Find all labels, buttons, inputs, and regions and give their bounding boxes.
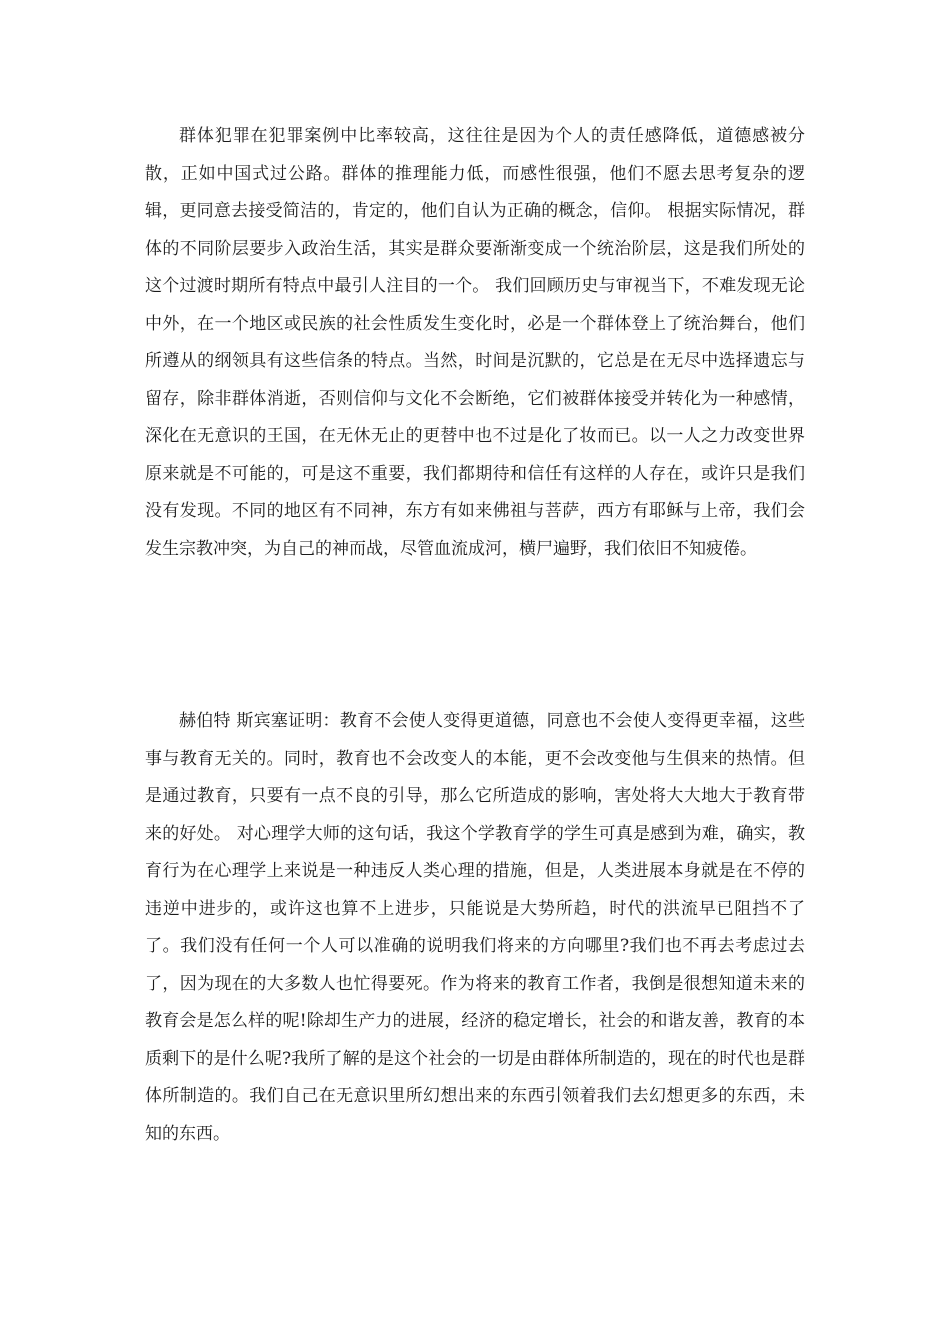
paragraph-group-crime: 群体犯罪在犯罪案例中比率较高，这往往是因为个人的责任感降低，道德感被分散，正如中国式过公路。群体的推理能力低，而感性很强，他们不愿去思考复杂的逻辑，更同意去接受简洁的，肯定的，他们自认为正确的概念，信仰。 根据实际情况，群体的不同阶层要步入政治生活，其实是群众要渐渐变成一个统治阶层，这是我们所处的这个过渡时期所有特点中最引人注目的一个。 我们回顾历史与审视当下，不难发现无论中外，在一个地区或民族的社会性质发生变化时，必是一个群体登上了统治舞台，他们所遵从的纲领具有这些信条的特点。当然，时间是沉默的，它总是在无尽中选择遗忘与留存，除非群体消逝，否则信仰与文化不会断绝，它们被群体接受并转化为一种感情，深化在无意识的王国，在无休无止的更替中也不过是化了妆而已。以一人之力改变世界原来就是不可能的，可是这不重要，我们都期待和信任有这样的人存在，或许只是我们没有发现。不同的地区有不同神，东方有如来佛祖与菩萨，西方有耶稣与上帝，我们会发生宗教冲突，为自己的神而战，尽管血流成河，横尸遍野，我们依旧不知疲倦。 xyxy=(145,126,805,559)
paragraph-education: 赫伯特 斯宾塞证明：教育不会使人变得更道德，同意也不会使人变得更幸福，这些事与教育无关的。同时，教育也不会改变人的本能，更不会改变他与生俱来的热情。但是通过教育，只要有一点不良的引导，那么它所造成的影响，害处将大大地大于教育带来的好处。 对心理学大师的这句话，我这个学教育学的学生可真是感到为难，确实，教育行为在心理学上来说是一种违反人类心理的措施，但是，人类进展本身就是在不停的违逆中进步的，或许这也算不上进步，只能说是大势所趋，时代的洪流早已阻挡不了了。我们没有任何一个人可以准确的说明我们将来的方向哪里?我们也不再去考虑过去了，因为现在的大多数人也忙得要死。作为将来的教育工作者，我倒是很想知道未来的教育会是怎么样的呢!除却生产力的进展，经济的稳定增长，社会的和谐友善，教育的本质剩下的是什么呢?我所了解的是这个社会的一切是由群体所制造的，现在的时代也是群体所制造的。我们自己在无意识里所幻想出来的东西引领着我们去幻想更多的东西，未知的东西。 xyxy=(145,711,805,1144)
